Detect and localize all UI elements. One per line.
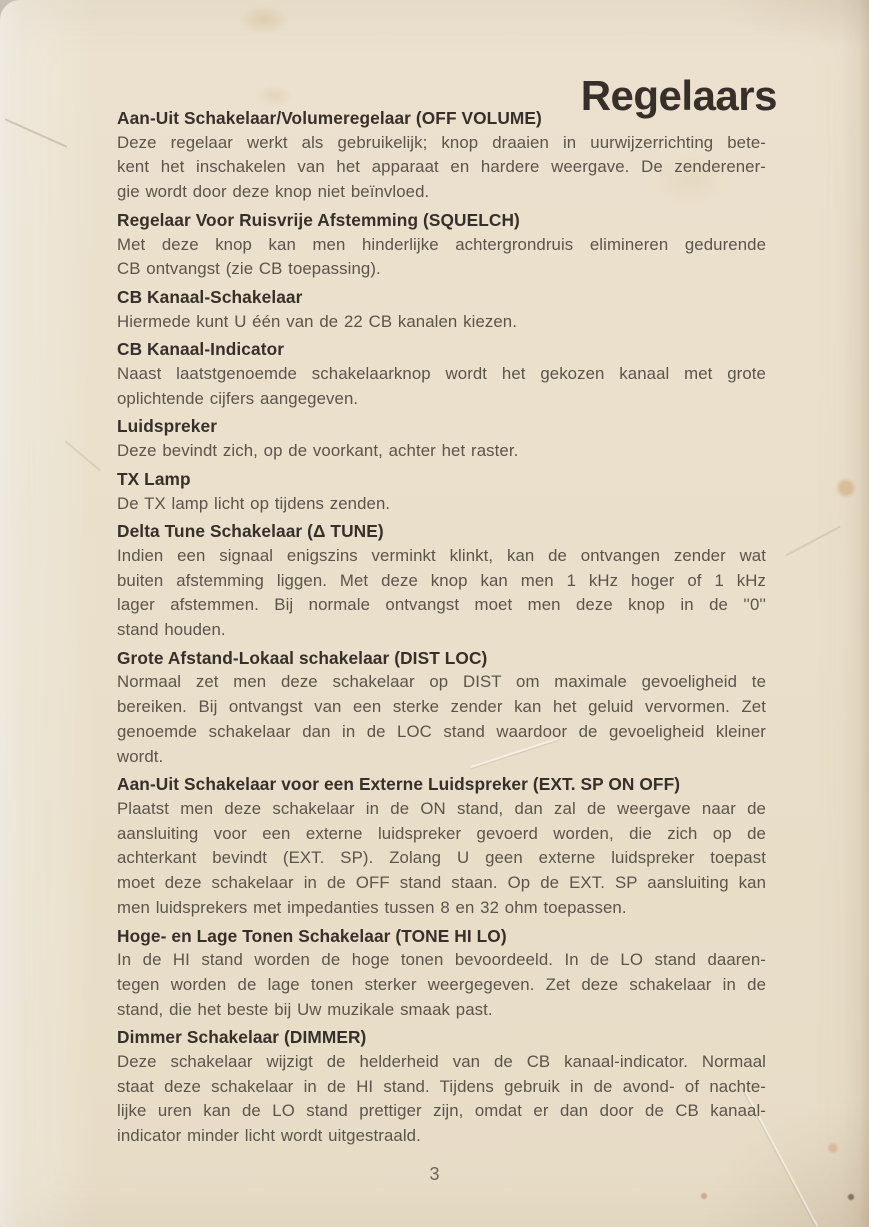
body-line: stand, die het beste bij Uw muzikale smaak past. xyxy=(117,999,493,1019)
page-title: Regelaars xyxy=(580,72,777,120)
manual-section xyxy=(117,285,766,334)
body-line: wordt. xyxy=(117,746,164,766)
section-body xyxy=(117,131,766,205)
section-heading: Hoge- en Lage Tonen Schakelaar (TONE HI LO) xyxy=(117,925,507,946)
body-line: gie wordt door deze knop niet beïnvloed. xyxy=(117,182,430,202)
body-line: moet deze schakelaar in de OFF stand staan. Op de EXT. SP aansluiting kan xyxy=(117,873,766,893)
body-line: tegen worden de lage tonen sterker weergegeven. Zet deze schakelaar in de xyxy=(117,974,766,994)
page-number: 3 xyxy=(429,1164,440,1184)
body-line: In de HI stand worden de hoge tonen bevoordeeld. In de LO stand daaren- xyxy=(117,950,766,970)
body-line: aansluiting voor een externe luidspreker gevoerd worden, die zich op de xyxy=(117,823,766,843)
manual-section xyxy=(117,106,766,205)
manual-section xyxy=(117,772,766,920)
section-heading: Aan-Uit Schakelaar voor een Externe Luidspreker (EXT. SP ON OFF) xyxy=(117,774,681,795)
manual-section xyxy=(117,467,766,516)
manual-section xyxy=(117,414,766,463)
section-body xyxy=(117,492,766,517)
body-line: lijke uren kan de LO stand prettiger zijn, omdat er dan door de CB kanaal- xyxy=(117,1101,766,1121)
body-line: Indien een signaal enigszins verminkt klinkt, kan de ontvangen zender wat xyxy=(117,545,766,565)
body-line: Deze bevindt zich, op de voorkant, achter het raster. xyxy=(117,441,519,461)
body-line: stand houden. xyxy=(117,620,226,640)
body-line: genoemde schakelaar dan in de LOC stand waardoor de gevoeligheid kleiner xyxy=(117,721,766,741)
section-body xyxy=(117,1050,766,1149)
body-line: buiten afstemming liggen. Met deze knop kan men 1 kHz hoger of 1 kHz xyxy=(117,570,766,590)
section-heading: Grote Afstand-Lokaal schakelaar (DIST LOC) xyxy=(117,647,488,668)
section-heading: Regelaar Voor Ruisvrije Afstemming (SQUELCH) xyxy=(117,209,520,230)
body-line: Normaal zet men deze schakelaar op DIST om maximale gevoeligheid te xyxy=(117,672,766,692)
body-line: Deze regelaar werkt als gebruikelijk; knop draaien in uurwijzerrichting bete- xyxy=(117,132,766,152)
body-line: Met deze knop kan men hinderlijke achtergrondruis elimineren gedurende xyxy=(117,234,766,254)
content-column xyxy=(117,106,766,1152)
body-line: men luidsprekers met impedanties tussen 8 en 32 ohm toepassen. xyxy=(117,897,627,917)
section-body xyxy=(117,310,766,335)
body-line: achterkant bevindt (EXT. SP). Zolang U geen externe luidspreker toepast xyxy=(117,848,766,868)
paper-crease xyxy=(65,440,101,471)
section-heading: Luidspreker xyxy=(117,416,218,437)
section-body xyxy=(117,670,766,769)
section-body xyxy=(117,439,766,464)
manual-section xyxy=(117,1025,766,1149)
section-body xyxy=(117,544,766,643)
body-line: De TX lamp licht op tijdens zenden. xyxy=(117,493,391,513)
body-line: kent het inschakelen van het apparaat en hardere weergave. De zenderener- xyxy=(117,157,766,177)
section-heading: Aan-Uit Schakelaar/Volumeregelaar (OFF VOLUME) xyxy=(117,108,542,128)
section-body xyxy=(117,948,766,1022)
manual-section xyxy=(117,646,766,770)
paper-crease xyxy=(785,526,840,556)
paper-crease xyxy=(5,118,68,147)
manual-section xyxy=(117,337,766,411)
body-line: Naast laatstgenoemde schakelaarknop wordt het gekozen kanaal met grote xyxy=(117,364,766,384)
section-heading: Dimmer Schakelaar (DIMMER) xyxy=(117,1027,367,1048)
section-body xyxy=(117,233,766,282)
body-line: bereiken. Bij ontvangst van een sterke zender kan het geluid vervormen. Zet xyxy=(117,697,766,717)
section-body xyxy=(117,362,766,411)
section-heading: CB Kanaal-Indicator xyxy=(117,339,285,360)
body-line: indicator minder licht wordt uitgestraald. xyxy=(117,1126,421,1146)
section-heading: CB Kanaal-Schakelaar xyxy=(117,286,303,307)
body-line: Plaatst men deze schakelaar in de ON stand, dan zal de weergave naar de xyxy=(117,798,766,818)
body-line: lager afstemmen. Bij normale ontvangst moet men deze knop in de ''0'' xyxy=(117,595,766,615)
body-line: oplichtende cijfers aangegeven. xyxy=(117,388,359,408)
section-heading: TX Lamp xyxy=(117,468,191,489)
body-line: Hiermede kunt U één van de 22 CB kanalen kiezen. xyxy=(117,311,517,331)
body-line: staat deze schakelaar in de HI stand. Tijdens gebruik in de avond- of nachte- xyxy=(117,1076,766,1096)
section-heading: Delta Tune Schakelaar (Δ TUNE) xyxy=(117,521,384,542)
body-line: CB ontvangst (zie CB toepassing). xyxy=(117,259,381,279)
manual-section xyxy=(117,519,766,643)
manual-section xyxy=(117,924,766,1023)
manual-section xyxy=(117,208,766,282)
section-body xyxy=(117,797,766,921)
body-line: Deze schakelaar wijzigt de helderheid van de CB kanaal-indicator. Normaal xyxy=(117,1052,766,1072)
